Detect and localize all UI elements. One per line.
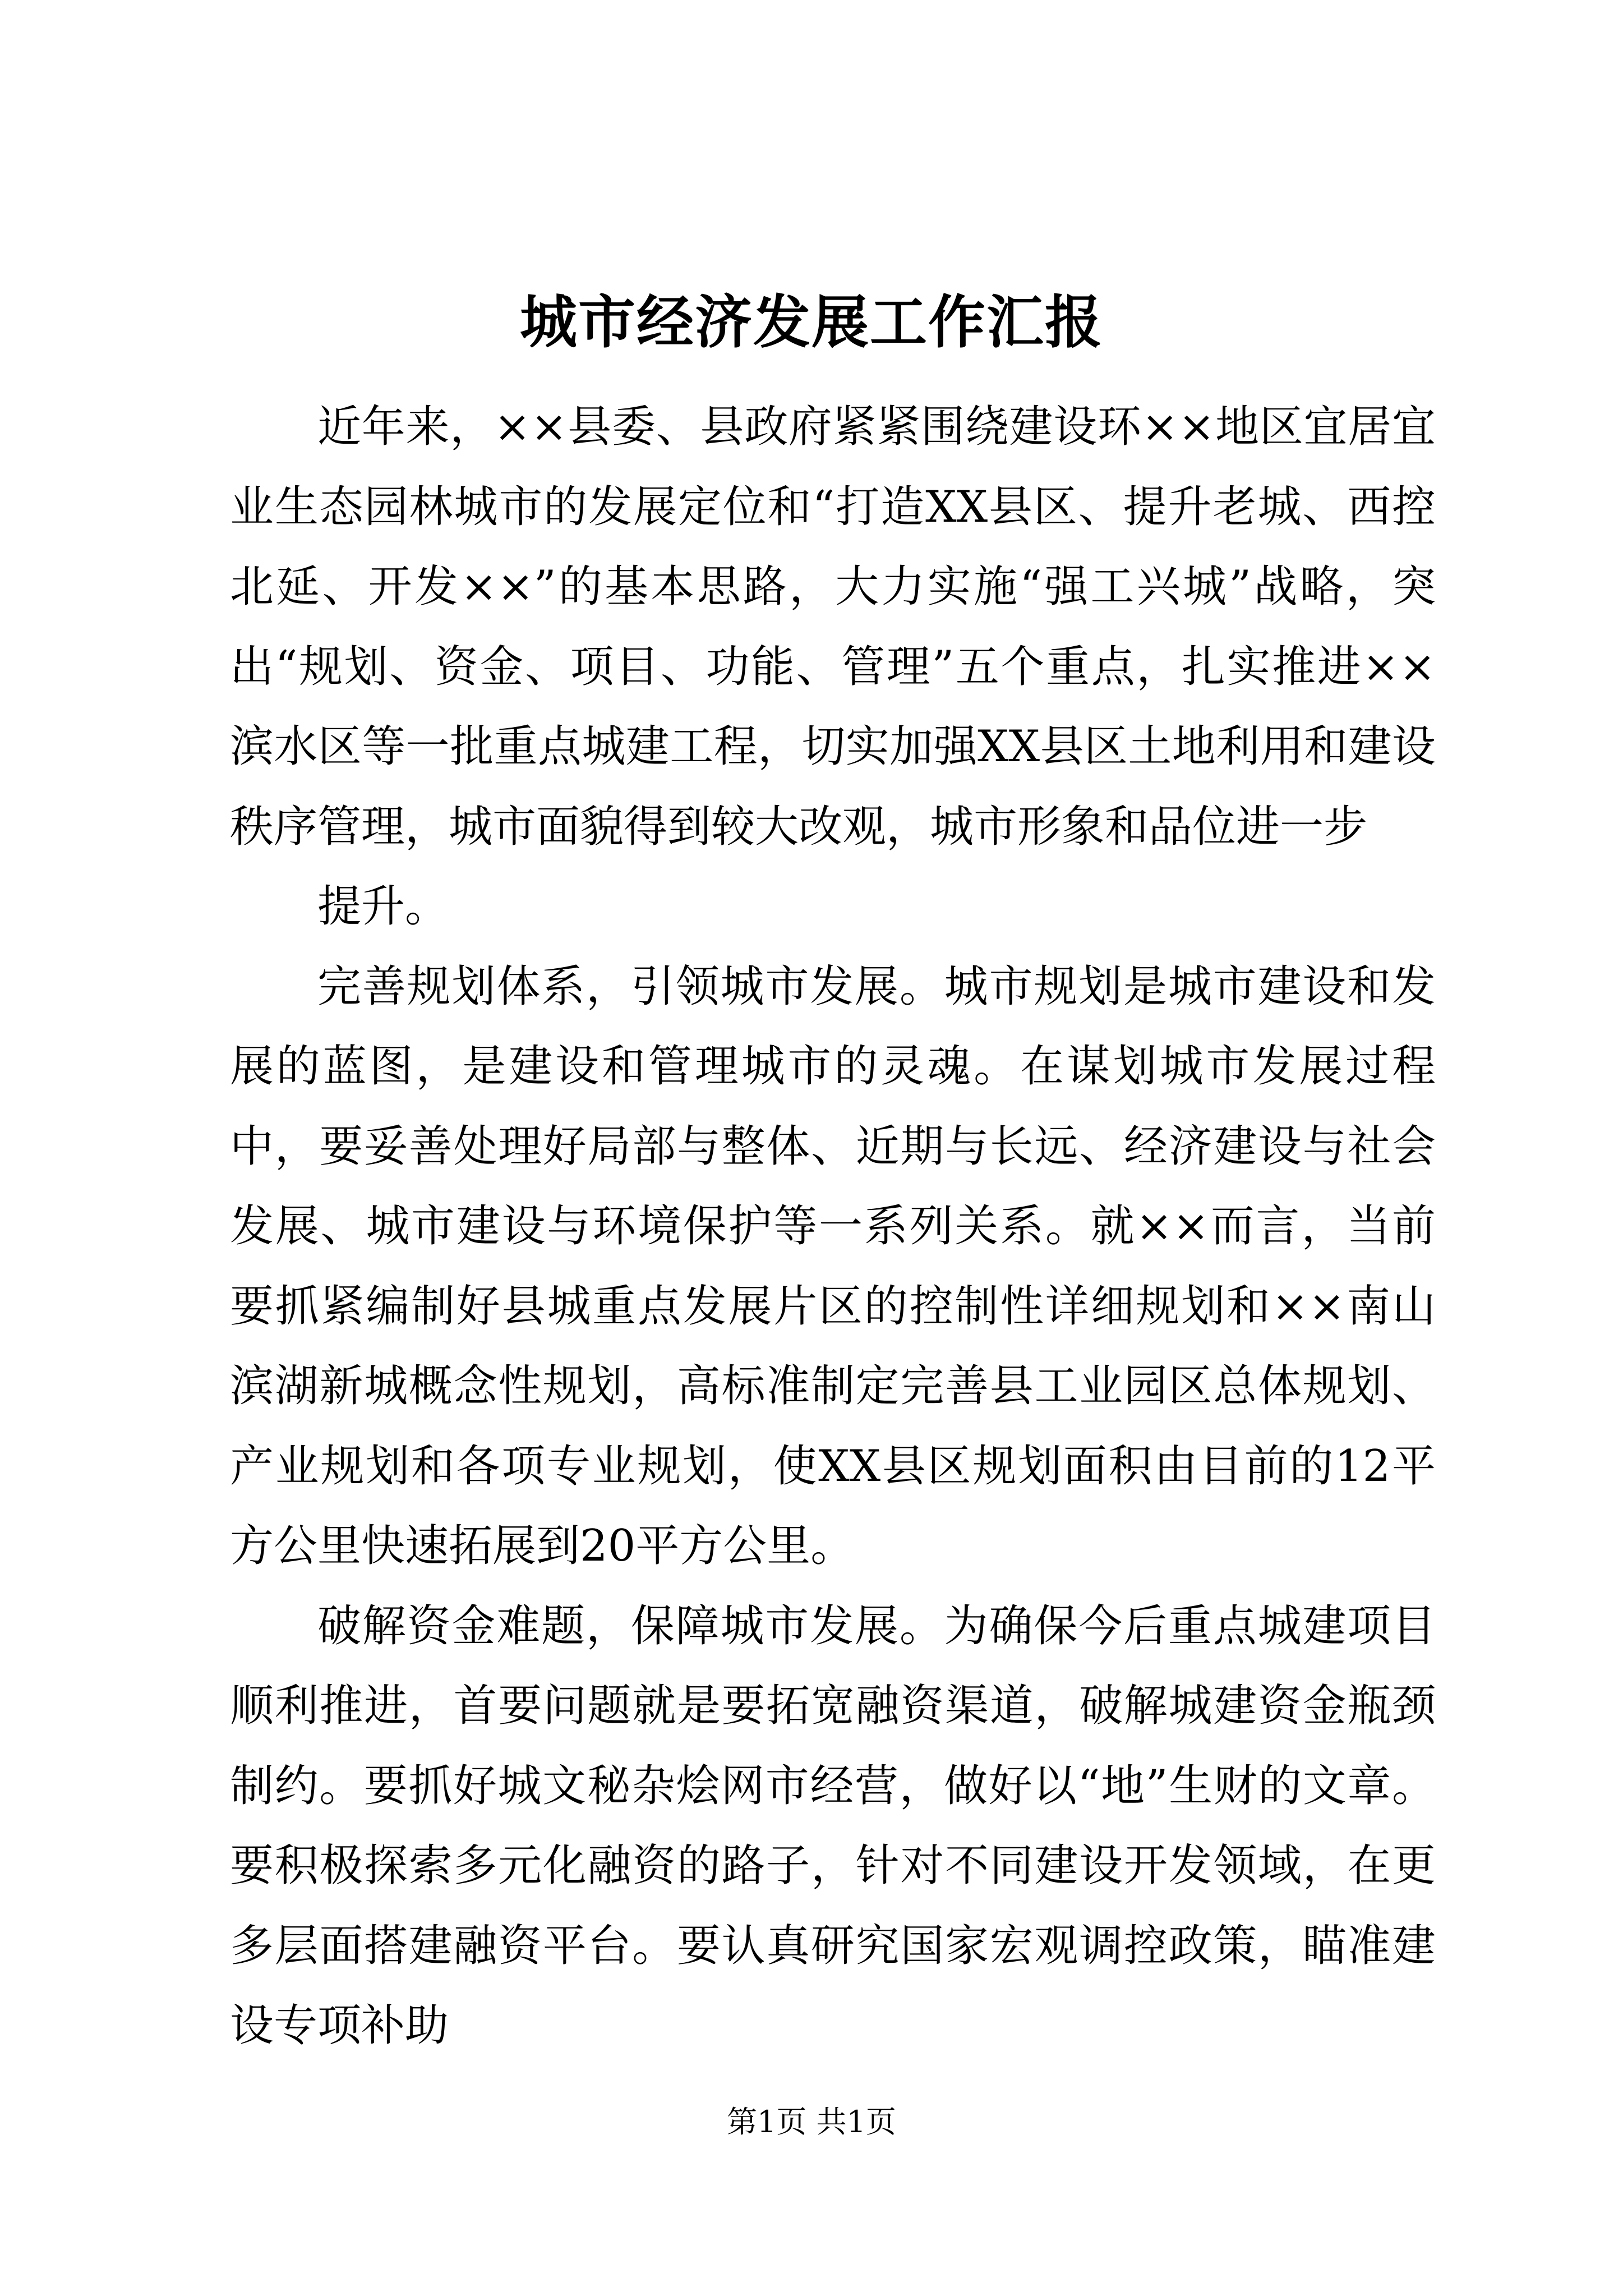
page-number-footer: 第1页 共1页 xyxy=(727,2104,896,2139)
document-body xyxy=(230,387,1436,2066)
paragraph-funding: 破解资金难题，保障城市发展。为确保今后重点城建项目顺利推进，首要问题就是要拓宽融资渠道，破解城建资金瓶颈制约。要抓好城文秘杂烩网市经营，做好以“地”生财的文章。要积极探索多元化融资的路子，针对不同建设开发领域，在更多层面搭建融资平台。要认真研究国家宏观调控政策，瞄准建设专项补助 xyxy=(230,1600,1436,2051)
page-title: 城市经济发展工作汇报 xyxy=(520,289,1103,356)
paragraph-planning: 完善规划体系，引领城市发展。城市规划是城市建设和发展的蓝图，是建设和管理城市的灵魂。在谋划城市发展过程中，要妥善处理好局部与整体、近期与长远、经济建设与社会发展、城市建设与环境保护等一系列关系。就××而言，当前要抓紧编制好县城重点发展片区的控制性详细规划和××南山滨湖新城概念性规划，高标准制定完善县工业园区总体规划、产业规划和各项专业规划，使XX县区规划面积由目前的12平方公里快速拓展到20平方公里。 xyxy=(230,961,1436,1571)
paragraph-continuation: 提升。 xyxy=(317,881,449,932)
paragraph-intro: 近年来，××县委、县政府紧紧围绕建设环××地区宜居宜业生态园林城市的发展定位和“打造XX县区、提升老城、西控北延、开发××”的基本思路，大力实施“强工兴城”战略，突出“规划、资金、项目、功能、管理”五个重点，扎实推进××滨水区等一批重点城建工程，切实加强XX县区土地利用和建设秩序管理，城市面貌得到较大改观，城市形象和品位进一步 xyxy=(230,402,1436,852)
